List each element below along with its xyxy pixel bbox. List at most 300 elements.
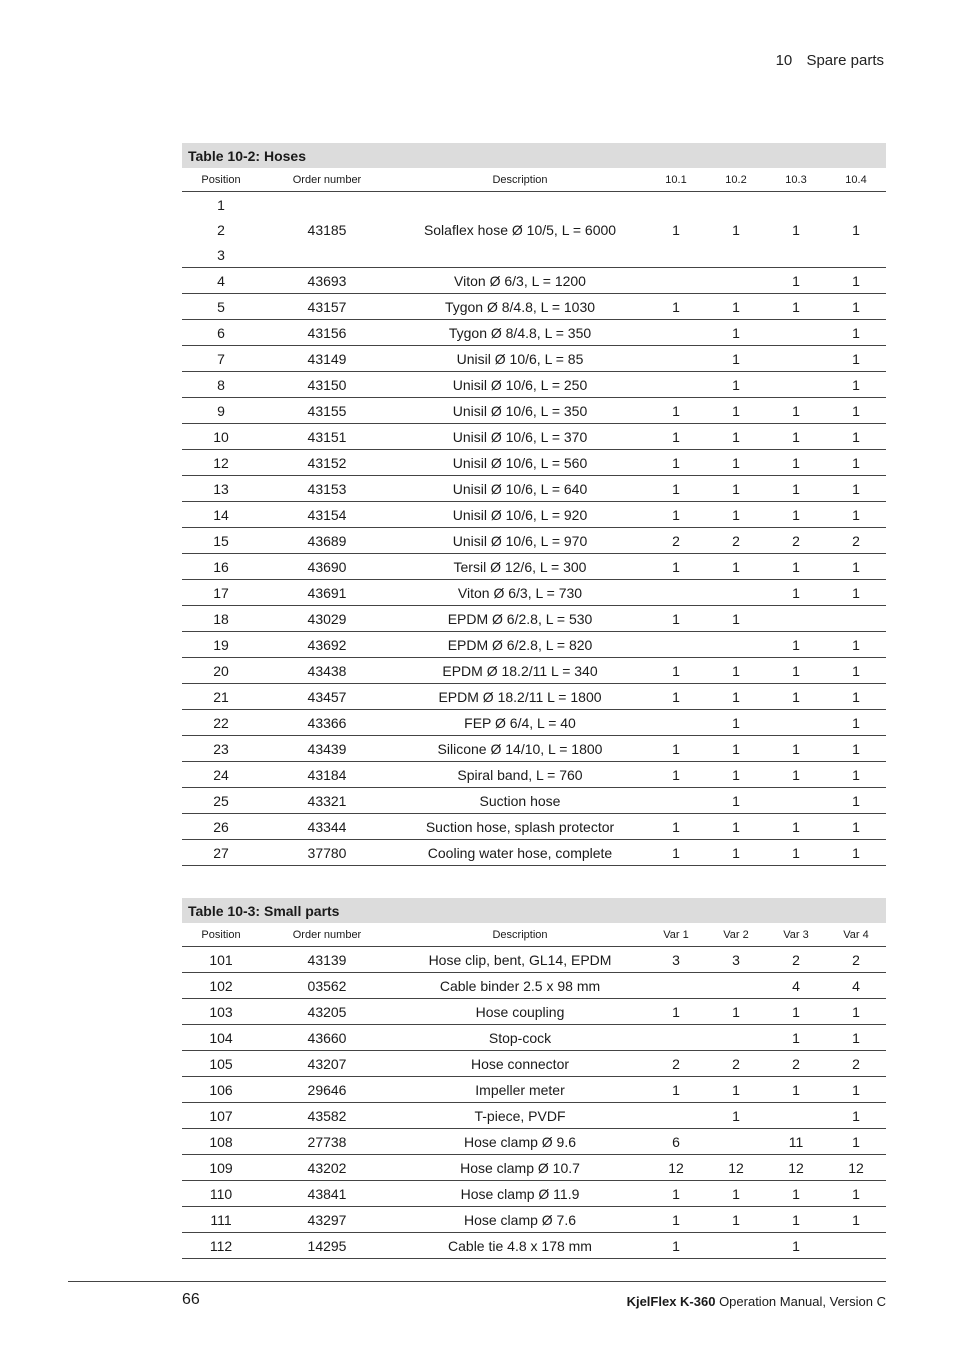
variant-cell <box>646 372 706 398</box>
description-cell: Unisil Ø 10/6, L = 640 <box>394 476 646 502</box>
variant-cell: 1 <box>706 710 766 736</box>
description-cell: EPDM Ø 18.2/11 L = 340 <box>394 658 646 684</box>
order-number-cell: 43660 <box>260 1025 394 1051</box>
variant-cell: 1 <box>706 1103 766 1129</box>
variant-cell <box>646 1103 706 1129</box>
variant-cell: 1 <box>826 398 886 424</box>
table-row <box>182 999 886 1025</box>
variant-cell: 1 <box>646 606 706 632</box>
table-row <box>182 294 886 320</box>
description-cell: Unisil Ø 10/6, L = 350 <box>394 398 646 424</box>
variant-cell: 1 <box>826 294 886 320</box>
variant-cell: 1 <box>706 684 766 710</box>
variant-cell: 1 <box>706 1207 766 1233</box>
variant-cell: 1 <box>646 762 706 788</box>
table-row <box>182 788 886 814</box>
running-header <box>776 52 884 69</box>
variant-cell: 1 <box>646 398 706 424</box>
position-cell: 24 <box>182 762 260 788</box>
variant-cell: 1 <box>646 1207 706 1233</box>
order-number-cell: 43155 <box>260 398 394 424</box>
description-cell: Hose clip, bent, GL14, EPDM <box>394 947 646 973</box>
variant-cell: 1 <box>766 1207 826 1233</box>
variant-cell: 3 <box>706 947 766 973</box>
column-header: 10.4 <box>826 168 886 192</box>
variant-cell: 1 <box>646 999 706 1025</box>
table-row <box>182 947 886 973</box>
variant-cell <box>646 268 706 294</box>
position-cell: 102 <box>182 973 260 999</box>
variant-cell: 1 <box>826 814 886 840</box>
table-row <box>182 1129 886 1155</box>
position-cell: 18 <box>182 606 260 632</box>
table-row <box>182 528 886 554</box>
variant-cell: 6 <box>646 1129 706 1155</box>
variant-cell: 1 <box>706 736 766 762</box>
position-cell: 21 <box>182 684 260 710</box>
variant-cell: 1 <box>826 580 886 606</box>
description-cell: Tersil Ø 12/6, L = 300 <box>394 554 646 580</box>
description-cell: Hose clamp Ø 11.9 <box>394 1181 646 1207</box>
description-cell: Unisil Ø 10/6, L = 250 <box>394 372 646 398</box>
variant-cell: 1 <box>766 502 826 528</box>
position-cell: 26 <box>182 814 260 840</box>
column-header: Position <box>182 168 260 192</box>
variant-cell: 1 <box>766 814 826 840</box>
table-row <box>182 1181 886 1207</box>
table-row <box>182 973 886 999</box>
footer-divider <box>68 1281 886 1282</box>
table-row <box>182 840 886 866</box>
description-cell: Suction hose <box>394 788 646 814</box>
table-row <box>182 554 886 580</box>
position-cell: 105 <box>182 1051 260 1077</box>
position-cell: 12 <box>182 450 260 476</box>
variant-cell <box>766 1103 826 1129</box>
variant-cell <box>706 632 766 658</box>
variant-cell: 1 <box>706 502 766 528</box>
variant-cell <box>706 1025 766 1051</box>
variant-cell: 2 <box>766 528 826 554</box>
variant-cell: 1 <box>766 736 826 762</box>
variant-cell: 1 <box>706 294 766 320</box>
table-row <box>182 192 886 268</box>
table-row <box>182 710 886 736</box>
order-number-cell: 43029 <box>260 606 394 632</box>
order-number-cell: 43205 <box>260 999 394 1025</box>
variant-cell: 1 <box>646 1233 706 1259</box>
position-cell: 103 <box>182 999 260 1025</box>
table-row <box>182 1233 886 1259</box>
variant-cell: 1 <box>766 268 826 294</box>
order-number-cell: 43184 <box>260 762 394 788</box>
footer-document-title <box>627 1294 886 1309</box>
variant-cell <box>766 606 826 632</box>
table-row <box>182 632 886 658</box>
description-cell: Viton Ø 6/3, L = 730 <box>394 580 646 606</box>
table-header-row <box>182 168 886 192</box>
order-number-cell: 43582 <box>260 1103 394 1129</box>
variant-cell: 1 <box>646 814 706 840</box>
manual-title: Operation Manual, Version C <box>715 1294 886 1309</box>
hoses-table <box>182 143 886 866</box>
order-number-cell: 43202 <box>260 1155 394 1181</box>
order-number-cell: 43321 <box>260 788 394 814</box>
order-number-cell: 14295 <box>260 1233 394 1259</box>
variant-cell: 4 <box>826 973 886 999</box>
column-header: Var 3 <box>766 923 826 947</box>
description-cell: EPDM Ø 18.2/11 L = 1800 <box>394 684 646 710</box>
description-cell: Silicone Ø 14/10, L = 1800 <box>394 736 646 762</box>
column-header: Order number <box>260 168 394 192</box>
variant-cell <box>706 580 766 606</box>
position-value: 3 <box>217 246 225 263</box>
description-cell: Hose clamp Ø 10.7 <box>394 1155 646 1181</box>
variant-cell: 1 <box>646 502 706 528</box>
variant-cell: 1 <box>646 658 706 684</box>
variant-cell: 1 <box>766 1181 826 1207</box>
variant-cell: 1 <box>766 658 826 684</box>
variant-cell: 2 <box>766 1051 826 1077</box>
order-number-cell: 43693 <box>260 268 394 294</box>
position-cell: 8 <box>182 372 260 398</box>
variant-cell: 2 <box>646 1051 706 1077</box>
variant-cell: 1 <box>766 450 826 476</box>
position-cell: 19 <box>182 632 260 658</box>
position-cell: 112 <box>182 1233 260 1259</box>
position-cell: 110 <box>182 1181 260 1207</box>
table-row <box>182 502 886 528</box>
description-cell: Cable binder 2.5 x 98 mm <box>394 973 646 999</box>
position-cell: 108 <box>182 1129 260 1155</box>
position-cell: 16 <box>182 554 260 580</box>
position-cell: 13 <box>182 476 260 502</box>
description-cell: Suction hose, splash protector <box>394 814 646 840</box>
description-cell: Unisil Ø 10/6, L = 85 <box>394 346 646 372</box>
column-header: Var 2 <box>706 923 766 947</box>
variant-cell: 1 <box>706 346 766 372</box>
column-header: Description <box>394 168 646 192</box>
order-number-cell: 43439 <box>260 736 394 762</box>
variant-cell: 1 <box>766 192 826 268</box>
table-row <box>182 1103 886 1129</box>
column-header: 10.2 <box>706 168 766 192</box>
description-cell: EPDM Ø 6/2.8, L = 530 <box>394 606 646 632</box>
order-number-cell: 29646 <box>260 1077 394 1103</box>
table-row <box>182 346 886 372</box>
variant-cell: 1 <box>766 840 826 866</box>
variant-cell: 1 <box>646 684 706 710</box>
position-cell: 4 <box>182 268 260 294</box>
variant-cell: 1 <box>706 1181 766 1207</box>
variant-cell: 2 <box>826 1051 886 1077</box>
variant-cell: 1 <box>826 554 886 580</box>
chapter-title: Spare parts <box>806 52 884 69</box>
variant-cell: 1 <box>826 840 886 866</box>
description-cell: Hose clamp Ø 9.6 <box>394 1129 646 1155</box>
variant-cell: 12 <box>706 1155 766 1181</box>
description-cell: Hose clamp Ø 7.6 <box>394 1207 646 1233</box>
variant-cell: 1 <box>706 192 766 268</box>
position-cell: 15 <box>182 528 260 554</box>
position-value: 1 <box>217 196 225 213</box>
variant-cell: 1 <box>706 424 766 450</box>
order-number-cell: 43691 <box>260 580 394 606</box>
table-row <box>182 606 886 632</box>
position-cell: 5 <box>182 294 260 320</box>
variant-cell: 1 <box>766 476 826 502</box>
table-header-row <box>182 923 886 947</box>
variant-cell: 1 <box>826 710 886 736</box>
table-row <box>182 398 886 424</box>
position-cell: 101 <box>182 947 260 973</box>
position-cell: 22 <box>182 710 260 736</box>
order-number-cell: 43841 <box>260 1181 394 1207</box>
order-number-cell: 43151 <box>260 424 394 450</box>
column-header: Description <box>394 923 646 947</box>
variant-cell: 1 <box>826 268 886 294</box>
description-cell: Cooling water hose, complete <box>394 840 646 866</box>
variant-cell <box>766 710 826 736</box>
order-number-cell: 43154 <box>260 502 394 528</box>
position-cell: 6 <box>182 320 260 346</box>
description-cell: Unisil Ø 10/6, L = 370 <box>394 424 646 450</box>
position-cell: 9 <box>182 398 260 424</box>
variant-cell: 1 <box>766 684 826 710</box>
table-title-row <box>182 898 886 923</box>
variant-cell: 1 <box>646 450 706 476</box>
table-row <box>182 814 886 840</box>
order-number-cell: 43344 <box>260 814 394 840</box>
description-cell: T-piece, PVDF <box>394 1103 646 1129</box>
variant-cell <box>646 710 706 736</box>
variant-cell <box>766 346 826 372</box>
variant-cell: 1 <box>766 632 826 658</box>
column-header: Order number <box>260 923 394 947</box>
variant-cell <box>706 268 766 294</box>
table-row <box>182 658 886 684</box>
variant-cell <box>646 973 706 999</box>
variant-cell: 1 <box>826 762 886 788</box>
table-row <box>182 424 886 450</box>
order-number-cell: 43207 <box>260 1051 394 1077</box>
position-cell: 27 <box>182 840 260 866</box>
variant-cell: 1 <box>706 840 766 866</box>
variant-cell: 1 <box>646 840 706 866</box>
variant-cell: 1 <box>826 346 886 372</box>
variant-cell: 1 <box>766 294 826 320</box>
variant-cell: 1 <box>646 192 706 268</box>
variant-cell: 1 <box>706 814 766 840</box>
position-cell: 106 <box>182 1077 260 1103</box>
variant-cell: 1 <box>706 476 766 502</box>
variant-cell: 1 <box>766 1025 826 1051</box>
variant-cell: 1 <box>826 502 886 528</box>
table-row <box>182 684 886 710</box>
chapter-number: 10 <box>775 52 793 69</box>
variant-cell: 2 <box>706 528 766 554</box>
description-cell: Spiral band, L = 760 <box>394 762 646 788</box>
table-row <box>182 1051 886 1077</box>
description-cell: Hose connector <box>394 1051 646 1077</box>
description-cell: Cable tie 4.8 x 178 mm <box>394 1233 646 1259</box>
variant-cell: 12 <box>766 1155 826 1181</box>
position-cell: 25 <box>182 788 260 814</box>
variant-cell: 1 <box>766 1077 826 1103</box>
order-number-cell: 43185 <box>260 192 394 268</box>
position-cell: 7 <box>182 346 260 372</box>
variant-cell: 1 <box>826 684 886 710</box>
position-cell: 17 <box>182 580 260 606</box>
variant-cell: 1 <box>706 1077 766 1103</box>
variant-cell <box>646 1025 706 1051</box>
description-cell: Unisil Ø 10/6, L = 560 <box>394 450 646 476</box>
table-row <box>182 476 886 502</box>
order-number-cell: 43157 <box>260 294 394 320</box>
variant-cell: 1 <box>646 1077 706 1103</box>
order-number-cell: 03562 <box>260 973 394 999</box>
variant-cell: 1 <box>766 424 826 450</box>
variant-cell: 1 <box>706 658 766 684</box>
variant-cell: 1 <box>826 632 886 658</box>
variant-cell <box>646 788 706 814</box>
order-number-cell: 43153 <box>260 476 394 502</box>
description-cell: Stop-cock <box>394 1025 646 1051</box>
variant-cell: 1 <box>766 762 826 788</box>
variant-cell: 1 <box>826 1207 886 1233</box>
position-cell <box>182 192 260 268</box>
variant-cell: 1 <box>766 999 826 1025</box>
variant-cell: 1 <box>646 736 706 762</box>
column-header: Var 1 <box>646 923 706 947</box>
order-number-cell: 43689 <box>260 528 394 554</box>
variant-cell: 1 <box>826 736 886 762</box>
position-cell: 111 <box>182 1207 260 1233</box>
table-title: Table 10-2: Hoses <box>182 143 886 168</box>
order-number-cell: 37780 <box>260 840 394 866</box>
description-cell: Impeller meter <box>394 1077 646 1103</box>
variant-cell <box>766 320 826 346</box>
variant-cell: 1 <box>646 424 706 450</box>
variant-cell <box>646 632 706 658</box>
variant-cell: 2 <box>646 528 706 554</box>
position-cell: 109 <box>182 1155 260 1181</box>
table-row <box>182 1025 886 1051</box>
variant-cell: 1 <box>826 320 886 346</box>
variant-cell: 1 <box>766 580 826 606</box>
position-cell: 14 <box>182 502 260 528</box>
variant-cell: 1 <box>826 192 886 268</box>
order-number-cell: 43690 <box>260 554 394 580</box>
table-row <box>182 450 886 476</box>
variant-cell <box>706 973 766 999</box>
table-row <box>182 1077 886 1103</box>
column-header: 10.3 <box>766 168 826 192</box>
variant-cell: 11 <box>766 1129 826 1155</box>
table-row <box>182 762 886 788</box>
variant-cell: 2 <box>826 947 886 973</box>
variant-cell: 1 <box>826 1077 886 1103</box>
table-row <box>182 1155 886 1181</box>
variant-cell: 12 <box>826 1155 886 1181</box>
variant-cell: 1 <box>766 1233 826 1259</box>
variant-cell: 1 <box>706 372 766 398</box>
variant-cell <box>706 1129 766 1155</box>
variant-cell <box>766 788 826 814</box>
table-row <box>182 268 886 294</box>
position-cell: 107 <box>182 1103 260 1129</box>
description-cell: Unisil Ø 10/6, L = 920 <box>394 502 646 528</box>
order-number-cell: 27738 <box>260 1129 394 1155</box>
variant-cell: 12 <box>646 1155 706 1181</box>
variant-cell: 1 <box>826 1129 886 1155</box>
table-row <box>182 320 886 346</box>
variant-cell: 1 <box>826 1103 886 1129</box>
variant-cell: 1 <box>706 999 766 1025</box>
order-number-cell: 43149 <box>260 346 394 372</box>
variant-cell: 1 <box>706 320 766 346</box>
variant-cell: 1 <box>646 294 706 320</box>
variant-cell: 1 <box>706 554 766 580</box>
small-parts-table <box>182 898 886 1259</box>
table-row <box>182 1207 886 1233</box>
variant-cell: 2 <box>706 1051 766 1077</box>
position-cell: 23 <box>182 736 260 762</box>
order-number-cell: 43366 <box>260 710 394 736</box>
description-cell: Solaflex hose Ø 10/5, L = 6000 <box>394 192 646 268</box>
order-number-cell: 43297 <box>260 1207 394 1233</box>
description-cell: Tygon Ø 8/4.8, L = 1030 <box>394 294 646 320</box>
description-cell: Tygon Ø 8/4.8, L = 350 <box>394 320 646 346</box>
variant-cell: 1 <box>826 1181 886 1207</box>
variant-cell: 2 <box>766 947 826 973</box>
variant-cell <box>646 346 706 372</box>
variant-cell <box>826 606 886 632</box>
variant-cell: 1 <box>706 450 766 476</box>
description-cell: Unisil Ø 10/6, L = 970 <box>394 528 646 554</box>
variant-cell <box>826 1233 886 1259</box>
variant-cell <box>646 580 706 606</box>
description-cell: Viton Ø 6/3, L = 1200 <box>394 268 646 294</box>
variant-cell: 1 <box>646 554 706 580</box>
variant-cell: 1 <box>826 450 886 476</box>
variant-cell: 1 <box>646 476 706 502</box>
table-row <box>182 736 886 762</box>
variant-cell: 1 <box>766 398 826 424</box>
variant-cell <box>646 320 706 346</box>
table-row <box>182 372 886 398</box>
variant-cell: 1 <box>826 372 886 398</box>
variant-cell <box>766 372 826 398</box>
order-number-cell: 43150 <box>260 372 394 398</box>
variant-cell: 1 <box>826 999 886 1025</box>
variant-cell: 1 <box>826 658 886 684</box>
column-header: Position <box>182 923 260 947</box>
order-number-cell: 43692 <box>260 632 394 658</box>
variant-cell: 3 <box>646 947 706 973</box>
variant-cell: 1 <box>706 606 766 632</box>
order-number-cell: 43156 <box>260 320 394 346</box>
position-cell: 10 <box>182 424 260 450</box>
description-cell: Hose coupling <box>394 999 646 1025</box>
variant-cell: 1 <box>706 398 766 424</box>
order-number-cell: 43139 <box>260 947 394 973</box>
variant-cell: 1 <box>706 762 766 788</box>
table-title-row <box>182 143 886 168</box>
page-number: 66 <box>182 1291 200 1308</box>
order-number-cell: 43438 <box>260 658 394 684</box>
variant-cell: 1 <box>826 788 886 814</box>
